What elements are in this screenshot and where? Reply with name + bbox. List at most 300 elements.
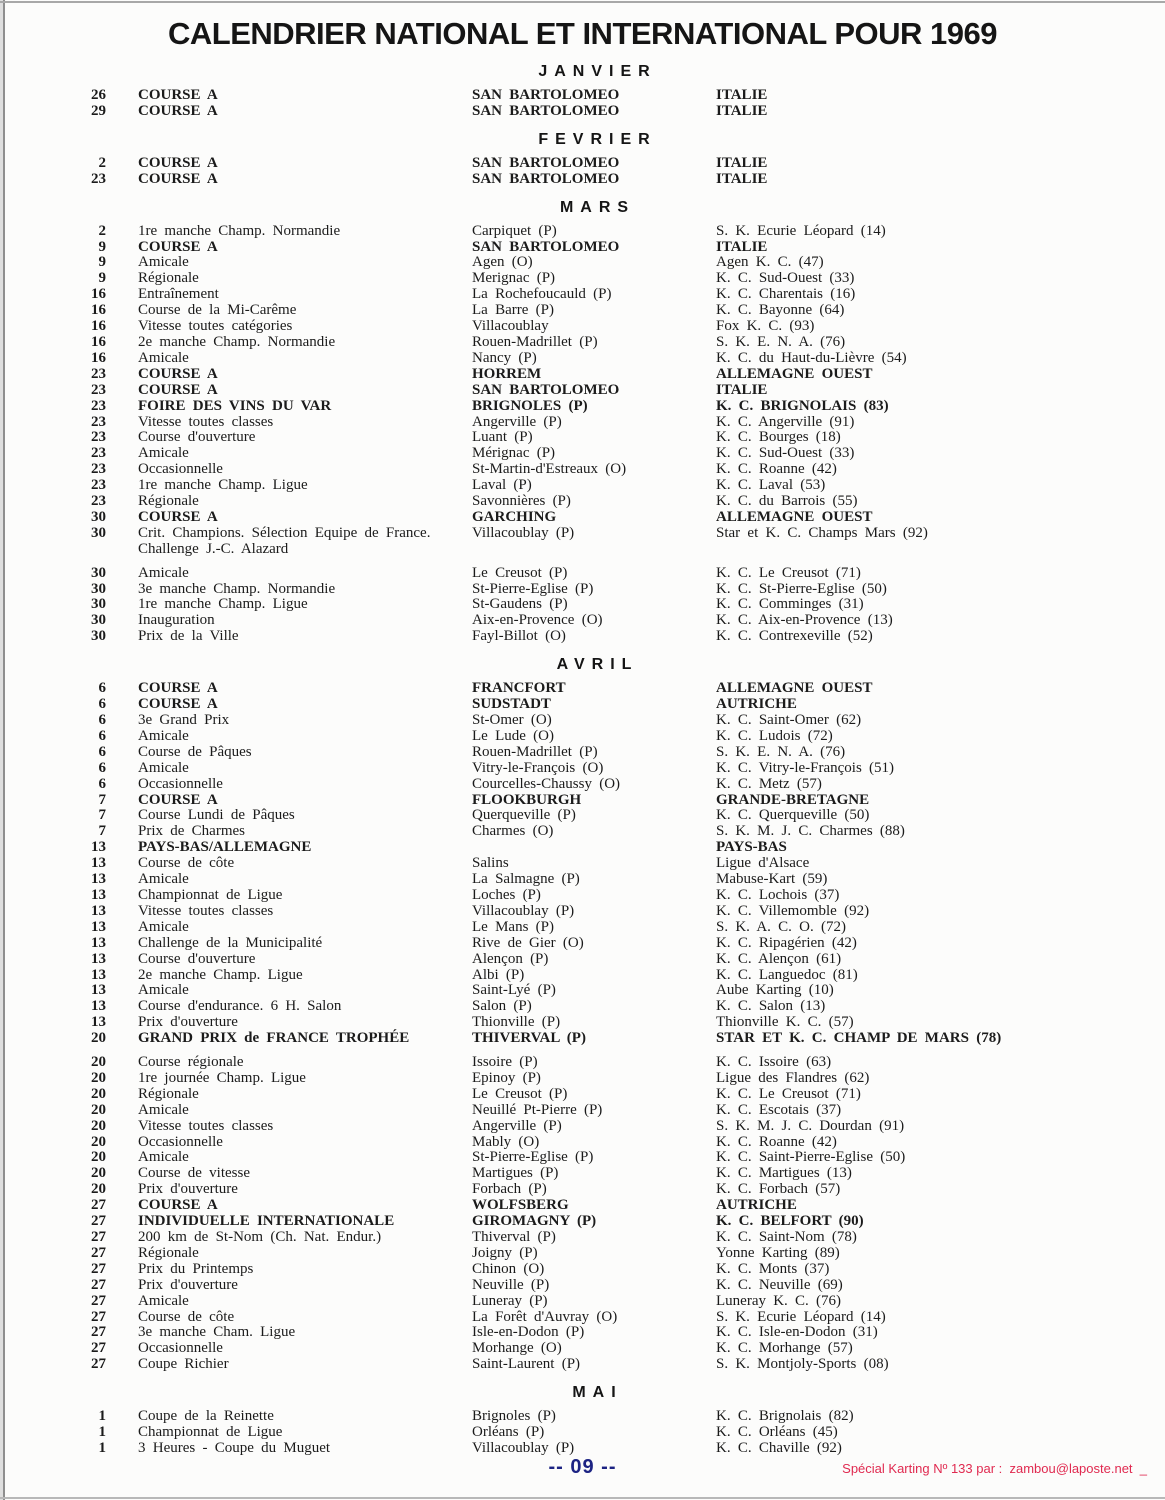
location-cell: THIVERVAL (P) bbox=[472, 1030, 586, 1047]
day-cell: 23 bbox=[91, 170, 106, 187]
location-cell: Luant (P) bbox=[472, 429, 533, 446]
day-cell: 20 bbox=[91, 1101, 106, 1118]
organizer-cell: Ligue d'Alsace bbox=[716, 855, 810, 872]
event-cell: COURSE A bbox=[138, 170, 218, 187]
day-cell: 20 bbox=[91, 1165, 106, 1182]
calendar-row bbox=[0, 1310, 1165, 1326]
organizer-cell: PAYS-BAS bbox=[716, 839, 787, 856]
organizer-cell: S. K. Ecurie Léopard (14) bbox=[716, 1308, 886, 1325]
location-cell: Villacoublay (P) bbox=[472, 1439, 575, 1456]
organizer-cell: K. C. Bayonne (64) bbox=[716, 302, 845, 319]
day-cell: 30 bbox=[91, 580, 106, 597]
day-cell: 27 bbox=[91, 1197, 106, 1214]
location-cell: SAN BARTOLOMEO bbox=[472, 381, 620, 398]
organizer-cell: K. C. Villemomble (92) bbox=[716, 902, 870, 919]
calendar-row bbox=[0, 172, 1165, 188]
event-cell: Course d'ouverture bbox=[138, 950, 256, 967]
day-cell: 13 bbox=[91, 886, 106, 903]
calendar-row bbox=[0, 999, 1165, 1015]
event-cell: Amicale bbox=[138, 1292, 189, 1309]
organizer-cell: S. K. Ecurie Léopard (14) bbox=[716, 222, 886, 239]
day-cell: 13 bbox=[91, 871, 106, 888]
organizer-cell: K. C. Saint-Omer (62) bbox=[716, 712, 862, 728]
event-cell: Championnat de Ligue bbox=[138, 1424, 283, 1441]
event-cell: Amicale bbox=[138, 1101, 189, 1118]
location-cell: Issoire (P) bbox=[472, 1054, 538, 1071]
organizer-cell: K. C. Metz (57) bbox=[716, 775, 822, 792]
organizer-cell: ITALIE bbox=[716, 170, 768, 187]
location-cell: SAN BARTOLOMEO bbox=[472, 238, 620, 255]
calendar-row bbox=[0, 462, 1165, 478]
organizer-cell: K. C. Brignolais (82) bbox=[716, 1408, 854, 1425]
organizer-cell: K. C. BRIGNOLAIS (83) bbox=[716, 397, 889, 414]
event-cell: COURSE A bbox=[138, 508, 218, 525]
event-cell: Challenge de la Municipalité bbox=[138, 934, 323, 951]
location-cell: Laval (P) bbox=[472, 477, 532, 494]
location-cell: St-Pierre-Eglise (P) bbox=[472, 1149, 594, 1166]
day-cell: 27 bbox=[91, 1308, 106, 1325]
day-cell: 13 bbox=[91, 918, 106, 935]
calendar-row bbox=[0, 856, 1165, 872]
event-cell: GRAND PRIX de FRANCE TROPHÉE bbox=[138, 1030, 410, 1047]
event-cell: Occasionnelle bbox=[138, 1340, 223, 1357]
day-cell: 16 bbox=[91, 286, 106, 303]
calendar-row bbox=[0, 629, 1165, 645]
day-cell: 23 bbox=[91, 461, 106, 478]
organizer-cell: K. C. Charentais (16) bbox=[716, 286, 856, 303]
event-cell: COURSE A bbox=[138, 381, 218, 398]
location-cell: La Barre (P) bbox=[472, 302, 554, 319]
event-cell: Vitesse toutes classes bbox=[138, 1117, 274, 1134]
scan-left-edge bbox=[3, 0, 5, 1500]
location-cell: Nancy (P) bbox=[472, 349, 537, 366]
location-cell: SAN BARTOLOMEO bbox=[472, 170, 620, 187]
location-cell: Neuillé Pt-Pierre (P) bbox=[472, 1101, 603, 1118]
location-cell: HORREM bbox=[472, 365, 542, 382]
event-cell: Coupe Richier bbox=[138, 1356, 229, 1373]
calendar-row bbox=[0, 494, 1165, 510]
month-section bbox=[0, 656, 1165, 1373]
location-cell: Mérignac (P) bbox=[472, 445, 556, 462]
event-cell: Prix d'ouverture bbox=[138, 1014, 238, 1031]
event-cell: 1re journée Champ. Ligue bbox=[138, 1069, 306, 1086]
calendar-row bbox=[0, 566, 1165, 582]
calendar-row bbox=[0, 872, 1165, 888]
location-cell: Thionville (P) bbox=[472, 1014, 561, 1031]
day-cell: 20 bbox=[91, 1181, 106, 1198]
event-cell: 3e Grand Prix bbox=[138, 712, 230, 728]
location-cell: Saint-Lyé (P) bbox=[472, 982, 556, 999]
calendar-row bbox=[0, 446, 1165, 462]
organizer-cell: K. C. Lochois (37) bbox=[716, 886, 840, 903]
organizer-cell: K. C. Monts (37) bbox=[716, 1260, 830, 1277]
day-cell: 13 bbox=[91, 855, 106, 872]
day-cell: 23 bbox=[91, 493, 106, 510]
day-cell: 7 bbox=[98, 807, 106, 824]
calendar-row bbox=[0, 840, 1165, 856]
calendar-row bbox=[0, 383, 1165, 399]
organizer-cell: Ligue des Flandres (62) bbox=[716, 1069, 870, 1086]
location-cell: Querqueville (P) bbox=[472, 807, 576, 824]
organizer-cell: S. K. E. N. A. (76) bbox=[716, 333, 846, 350]
day-cell: 13 bbox=[91, 839, 106, 856]
event-cell: Prix du Printemps bbox=[138, 1260, 254, 1277]
calendar-row bbox=[0, 697, 1165, 713]
event-cell: Course d'endurance. 6 H. Salon bbox=[138, 998, 342, 1015]
day-cell: 23 bbox=[91, 445, 106, 462]
event-cell: Course de côte bbox=[138, 1308, 235, 1325]
calendar-row bbox=[0, 597, 1165, 613]
day-cell: 6 bbox=[98, 727, 106, 744]
organizer-cell: S. K. E. N. A. (76) bbox=[716, 743, 846, 760]
event-cell: COURSE A bbox=[138, 102, 218, 119]
calendar-row bbox=[0, 1425, 1165, 1441]
event-cell: 1re manche Champ. Ligue bbox=[138, 596, 308, 613]
calendar-row bbox=[0, 1357, 1165, 1373]
calendar-row bbox=[0, 1325, 1165, 1341]
location-cell: Charmes (O) bbox=[472, 823, 554, 840]
event-cell: 2e manche Champ. Normandie bbox=[138, 333, 336, 350]
section-rows bbox=[0, 224, 1165, 646]
calendar-row bbox=[0, 777, 1165, 793]
organizer-cell: K. C. Contrexeville (52) bbox=[716, 628, 873, 645]
location-cell: BRIGNOLES (P) bbox=[472, 397, 588, 414]
event-cell: Régionale bbox=[138, 1244, 199, 1261]
calendar-row bbox=[0, 681, 1165, 697]
calendar-row bbox=[0, 240, 1165, 256]
organizer-cell: K. C. Laval (53) bbox=[716, 477, 826, 494]
calendar-row bbox=[0, 224, 1165, 240]
calendar-row bbox=[0, 1262, 1165, 1278]
organizer-cell: K. C. Martigues (13) bbox=[716, 1165, 852, 1182]
calendar-row bbox=[0, 1198, 1165, 1214]
event-cell: Amicale bbox=[138, 254, 189, 271]
location-cell: Albi (P) bbox=[472, 966, 525, 983]
location-cell: Villacoublay bbox=[472, 318, 549, 335]
day-cell: 29 bbox=[91, 102, 106, 119]
event-cell: Prix d'ouverture bbox=[138, 1181, 238, 1198]
calendar-row bbox=[0, 478, 1165, 494]
location-cell: WOLFSBERG bbox=[472, 1197, 569, 1214]
calendar-row bbox=[0, 1441, 1165, 1457]
organizer-cell: K. C. du Barrois (55) bbox=[716, 493, 858, 510]
month-header: FEVRIER bbox=[538, 130, 657, 148]
event-cell: Course de Pâques bbox=[138, 743, 252, 760]
organizer-cell: K. C. Aix-en-Provence (13) bbox=[716, 612, 893, 629]
month-section bbox=[0, 1384, 1165, 1457]
location-cell: Joigny (P) bbox=[472, 1244, 538, 1261]
organizer-cell: K. C. Chaville (92) bbox=[716, 1439, 842, 1456]
calendar-row bbox=[0, 1055, 1165, 1071]
day-cell: 16 bbox=[91, 333, 106, 350]
day-cell: 2 bbox=[98, 222, 106, 239]
event-cell: Course de vitesse bbox=[138, 1165, 250, 1182]
event-cell: Occasionnelle bbox=[138, 461, 223, 478]
calendar-row bbox=[0, 1409, 1165, 1425]
calendar-row bbox=[0, 613, 1165, 629]
location-cell: SAN BARTOLOMEO bbox=[472, 87, 620, 103]
day-cell: 27 bbox=[91, 1324, 106, 1341]
day-cell: 6 bbox=[98, 712, 106, 728]
calendar-row bbox=[0, 415, 1165, 431]
day-cell: 1 bbox=[98, 1439, 106, 1456]
location-cell: St-Pierre-Eglise (P) bbox=[472, 580, 594, 597]
organizer-cell: K. C. du Haut-du-Lièvre (54) bbox=[716, 349, 907, 366]
day-cell: 20 bbox=[91, 1069, 106, 1086]
calendar-row bbox=[0, 1119, 1165, 1135]
location-cell: Villacoublay (P) bbox=[472, 524, 575, 541]
organizer-cell: S. K. Montjoly-Sports (08) bbox=[716, 1356, 889, 1373]
calendar-row bbox=[0, 808, 1165, 824]
event-cell: Vitesse toutes catégories bbox=[138, 318, 293, 335]
event-cell: COURSE A bbox=[138, 238, 218, 255]
day-cell: 23 bbox=[91, 381, 106, 398]
organizer-cell: K. C. Le Creusot (71) bbox=[716, 564, 861, 581]
organizer-cell: K. C. Forbach (57) bbox=[716, 1181, 841, 1198]
organizer-cell: STAR ET K. C. CHAMP DE MARS (78) bbox=[716, 1030, 1002, 1047]
footer-note: Spécial Karting Nº 133 par : zambou@laposte.net _ bbox=[842, 1461, 1147, 1476]
organizer-cell: K. C. Saint-Nom (78) bbox=[716, 1229, 857, 1245]
day-cell: 7 bbox=[98, 791, 106, 808]
calendar-row bbox=[0, 1015, 1165, 1031]
organizer-cell: AUTRICHE bbox=[716, 1197, 797, 1214]
day-cell: 6 bbox=[98, 775, 106, 792]
organizer-cell: K. C. Ludois (72) bbox=[716, 727, 833, 744]
location-cell: Isle-en-Dodon (P) bbox=[472, 1324, 585, 1341]
day-cell: 20 bbox=[91, 1030, 106, 1047]
page-number: -- 09 -- bbox=[548, 1456, 617, 1478]
calendar-row bbox=[0, 430, 1165, 446]
calendar-row bbox=[0, 1087, 1165, 1103]
event-cell: 3 Heures - Coupe du Muguet bbox=[138, 1439, 331, 1456]
month-header: AVRIL bbox=[556, 656, 639, 674]
location-cell: SUDSTADT bbox=[472, 696, 551, 713]
day-cell: 13 bbox=[91, 966, 106, 983]
day-cell: 16 bbox=[91, 318, 106, 335]
calendar-sections bbox=[0, 63, 1165, 1457]
calendar-row bbox=[0, 399, 1165, 415]
day-cell: 6 bbox=[98, 743, 106, 760]
organizer-cell: K. C. Issoire (63) bbox=[716, 1054, 832, 1071]
calendar-row bbox=[0, 713, 1165, 729]
organizer-cell: K. C. Sud-Ouest (33) bbox=[716, 270, 855, 287]
event-cell: FOIRE DES VINS DU VAR bbox=[138, 397, 332, 414]
organizer-cell: Thionville K. C. (57) bbox=[716, 1014, 854, 1031]
day-cell: 27 bbox=[91, 1213, 106, 1230]
calendar-row bbox=[0, 761, 1165, 777]
event-cell: 3e manche Champ. Normandie bbox=[138, 580, 336, 597]
organizer-cell: ALLEMAGNE OUEST bbox=[716, 680, 873, 697]
section-rows bbox=[0, 1409, 1165, 1457]
day-cell: 20 bbox=[91, 1133, 106, 1150]
organizer-cell: GRANDE-BRETAGNE bbox=[716, 791, 870, 808]
day-cell: 13 bbox=[91, 1014, 106, 1031]
event-cell: Amicale bbox=[138, 1149, 189, 1166]
organizer-cell: ITALIE bbox=[716, 381, 768, 398]
organizer-cell: K. C. Orléans (45) bbox=[716, 1424, 838, 1441]
day-cell: 20 bbox=[91, 1085, 106, 1102]
event-cell: Course Lundi de Pâques bbox=[138, 807, 295, 824]
location-cell: Merignac (P) bbox=[472, 270, 556, 287]
calendar-row bbox=[0, 510, 1165, 526]
day-cell: 20 bbox=[91, 1149, 106, 1166]
calendar-row bbox=[0, 1071, 1165, 1087]
location-cell: Aix-en-Provence (O) bbox=[472, 612, 603, 629]
day-cell: 1 bbox=[98, 1424, 106, 1441]
day-cell: 6 bbox=[98, 759, 106, 776]
day-cell: 27 bbox=[91, 1340, 106, 1357]
organizer-cell: K. C. Bourges (18) bbox=[716, 429, 841, 446]
location-cell: Rouen-Madrillet (P) bbox=[472, 743, 598, 760]
location-cell: Luneray (P) bbox=[472, 1292, 548, 1309]
calendar-row bbox=[0, 793, 1165, 809]
location-cell: Carpiquet (P) bbox=[472, 222, 557, 239]
organizer-cell: K. C. Isle-en-Dodon (31) bbox=[716, 1324, 878, 1341]
event-cell: Amicale bbox=[138, 349, 189, 366]
month-header: MAI bbox=[572, 1384, 623, 1402]
calendar-row bbox=[0, 1214, 1165, 1230]
organizer-cell: S. K. M. J. C. Dourdan (91) bbox=[716, 1117, 905, 1134]
location-cell: Angerville (P) bbox=[472, 1117, 562, 1134]
calendar-row bbox=[0, 1135, 1165, 1151]
location-cell: Mably (O) bbox=[472, 1133, 540, 1150]
calendar-row bbox=[0, 88, 1165, 104]
day-cell: 13 bbox=[91, 902, 106, 919]
event-cell: Régionale bbox=[138, 270, 199, 287]
location-cell: St-Gaudens (P) bbox=[472, 596, 568, 613]
organizer-cell: K. C. Escotais (37) bbox=[716, 1101, 842, 1118]
location-cell: SAN BARTOLOMEO bbox=[472, 102, 620, 119]
event-cell: Amicale bbox=[138, 918, 189, 935]
event-cell: 1re manche Champ. Normandie bbox=[138, 222, 341, 239]
location-cell: Le Mans (P) bbox=[472, 918, 554, 935]
organizer-cell: K. C. Roanne (42) bbox=[716, 461, 837, 478]
location-cell: Martigues (P) bbox=[472, 1165, 559, 1182]
location-cell bbox=[472, 840, 716, 856]
calendar-row bbox=[0, 1166, 1165, 1182]
section-rows bbox=[0, 88, 1165, 120]
organizer-cell: Yonne Karting (89) bbox=[716, 1244, 840, 1261]
organizer-cell: Mabuse-Kart (59) bbox=[716, 871, 828, 888]
calendar-row bbox=[0, 1341, 1165, 1357]
day-cell: 6 bbox=[98, 680, 106, 697]
event-cell: 200 km de St-Nom (Ch. Nat. Endur.) bbox=[138, 1229, 382, 1245]
calendar-row bbox=[0, 367, 1165, 383]
day-cell: 27 bbox=[91, 1260, 106, 1277]
event-cell: Amicale bbox=[138, 871, 189, 888]
calendar-row bbox=[0, 335, 1165, 351]
organizer-cell: Aube Karting (10) bbox=[716, 982, 834, 999]
location-cell: SAN BARTOLOMEO bbox=[472, 154, 620, 171]
day-cell: 30 bbox=[91, 612, 106, 629]
calendar-row bbox=[0, 351, 1165, 367]
day-cell: 23 bbox=[91, 429, 106, 446]
event-cell: Inauguration bbox=[138, 612, 215, 629]
day-cell: 7 bbox=[98, 823, 106, 840]
day-cell: 27 bbox=[91, 1276, 106, 1293]
location-cell: Thiverval (P) bbox=[472, 1229, 556, 1245]
event-cell: 1re manche Champ. Ligue bbox=[138, 477, 308, 494]
event-cell: Vitesse toutes classes bbox=[138, 902, 274, 919]
event-cell: Course régionale bbox=[138, 1054, 244, 1071]
event-cell: COURSE A bbox=[138, 365, 218, 382]
organizer-cell: AUTRICHE bbox=[716, 696, 797, 713]
location-cell: Fayl-Billot (O) bbox=[472, 628, 566, 645]
location-cell: Morhange (O) bbox=[472, 1340, 562, 1357]
event-cell: COURSE A bbox=[138, 680, 218, 697]
day-cell: 16 bbox=[91, 302, 106, 319]
day-cell: 30 bbox=[91, 524, 106, 541]
location-cell: Villacoublay (P) bbox=[472, 902, 575, 919]
organizer-cell: Agen K. C. (47) bbox=[716, 254, 824, 271]
location-cell: Loches (P) bbox=[472, 886, 541, 903]
location-cell: La Forêt d'Auvray (O) bbox=[472, 1308, 618, 1325]
event-cell: Entraînement bbox=[138, 286, 219, 303]
organizer-cell: K. C. St-Pierre-Eglise (50) bbox=[716, 580, 887, 597]
day-cell: 9 bbox=[98, 270, 106, 287]
calendar-row bbox=[0, 1294, 1165, 1310]
event-cell: COURSE A bbox=[138, 154, 218, 171]
calendar-row bbox=[0, 319, 1165, 335]
calendar-row bbox=[0, 824, 1165, 840]
location-cell: Chinon (O) bbox=[472, 1260, 545, 1277]
location-cell: Rive de Gier (O) bbox=[472, 934, 584, 951]
location-cell: FLOOKBURGH bbox=[472, 791, 582, 808]
day-cell: 1 bbox=[98, 1408, 106, 1425]
day-cell: 13 bbox=[91, 998, 106, 1015]
event-cell: Régionale bbox=[138, 493, 199, 510]
calendar-row bbox=[0, 952, 1165, 968]
location-cell: La Rochefoucauld (P) bbox=[472, 286, 612, 303]
day-cell: 30 bbox=[91, 596, 106, 613]
event-cell: COURSE A bbox=[138, 791, 218, 808]
event-cell: Championnat de Ligue bbox=[138, 886, 283, 903]
section-rows bbox=[0, 156, 1165, 188]
calendar-row bbox=[0, 1182, 1165, 1198]
organizer-cell: K. C. Roanne (42) bbox=[716, 1133, 837, 1150]
calendar-row bbox=[0, 582, 1165, 598]
organizer-cell: K. C. Comminges (31) bbox=[716, 596, 864, 613]
calendar-row bbox=[0, 936, 1165, 952]
organizer-cell: K. C. Ripagérien (42) bbox=[716, 934, 857, 951]
scan-top-edge bbox=[0, 1, 1165, 3]
calendar-row bbox=[0, 271, 1165, 287]
calendar-row bbox=[0, 729, 1165, 745]
day-cell: 23 bbox=[91, 413, 106, 430]
location-cell: Forbach (P) bbox=[472, 1181, 547, 1198]
page-title: CALENDRIER NATIONAL ET INTERNATIONAL POUR 1969 bbox=[167, 16, 997, 51]
day-cell: 30 bbox=[91, 564, 106, 581]
calendar-row bbox=[0, 920, 1165, 936]
event-cell: Régionale bbox=[138, 1085, 199, 1102]
event-cell: Amicale bbox=[138, 564, 189, 581]
organizer-cell: S. K. M. J. C. Charmes (88) bbox=[716, 823, 905, 840]
calendar-row bbox=[0, 526, 1165, 558]
location-cell: Agen (O) bbox=[472, 254, 533, 271]
calendar-row bbox=[0, 1031, 1165, 1047]
event-cell: Occasionnelle bbox=[138, 775, 223, 792]
organizer-cell: K. C. Sud-Ouest (33) bbox=[716, 445, 855, 462]
organizer-cell: K. C. Le Creusot (71) bbox=[716, 1085, 861, 1102]
location-cell: Salon (P) bbox=[472, 998, 532, 1015]
day-cell: 9 bbox=[98, 254, 106, 271]
location-cell: Rouen-Madrillet (P) bbox=[472, 333, 598, 350]
calendar-row bbox=[0, 156, 1165, 172]
location-cell: Neuville (P) bbox=[472, 1276, 550, 1293]
month-header: MARS bbox=[559, 198, 636, 216]
organizer-cell: ALLEMAGNE OUEST bbox=[716, 508, 873, 525]
organizer-cell: K. C. Neuville (69) bbox=[716, 1276, 843, 1293]
